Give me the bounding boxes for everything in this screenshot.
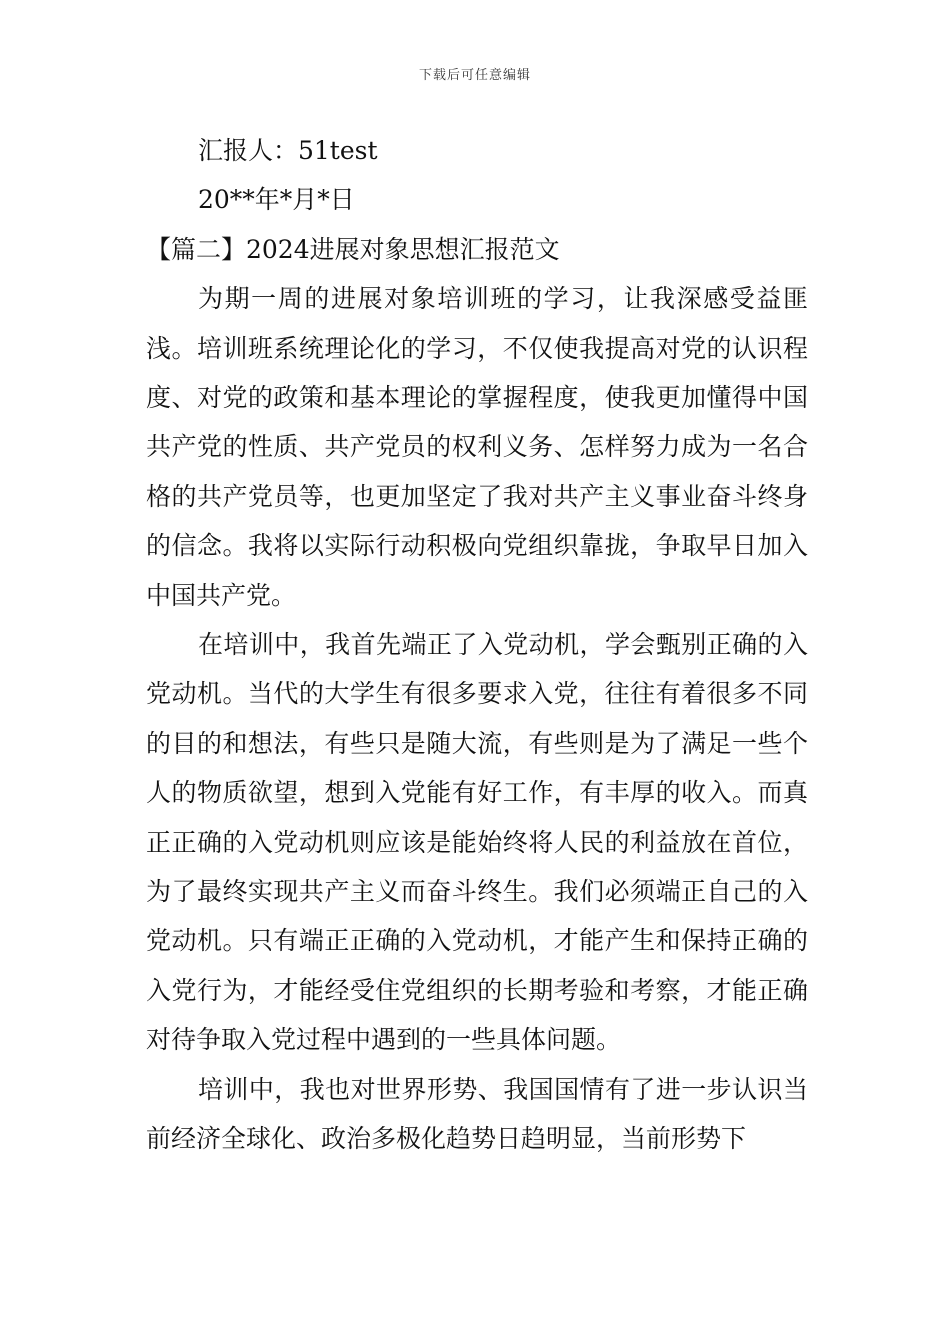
paragraph-1: 为期一周的进展对象培训班的学习，让我深感受益匪浅。培训班系统理论化的学习，不仅使我提高对党的认识程度、对党的政策和基本理论的掌握程度，使我更加懂得中国共产党的性质、共产党员的权利义务、怎样努力成为一名合格的共产党员等，也更加坚定了我对共产主义事业奋斗终身的信念。我将以实际行动积极向党组织靠拢，争取早日加入中国共产党。 [146,284,808,610]
page-header-note: 下载后可任意编辑 [418,68,531,83]
section-title: 【篇二】2024进展对象思想汇报范文 [146,234,560,264]
paragraph-3: 培训中，我也对世界形势、我国国情有了进一步认识当前经济全球化、政治多极化趋势日趋明显，当前形势下 [146,1074,808,1154]
reporter-line: 汇报人：51test [198,136,378,165]
date-line: 20**年*月*日 [198,185,355,215]
paragraph-2: 在培训中，我首先端正了入党动机，学会甄别正确的入党动机。当代的大学生有很多要求入党，往往有着很多不同的目的和想法，有些只是随大流，有些则是为了满足一些个人的物质欲望，想到入党能有好工作，有丰厚的收入。而真正正确的入党动机则应该是能始终将人民的利益放在首位，为了最终实现共产主义而奋斗终生。我们必须端正自己的入党动机。只有端正正确的入党动机，才能产生和保持正确的入党行为，才能经受住党组织的长期考验和考察，才能正确对待争取入党过程中遇到的一些具体问题。 [146,630,808,1055]
document-body [146,126,808,1163]
